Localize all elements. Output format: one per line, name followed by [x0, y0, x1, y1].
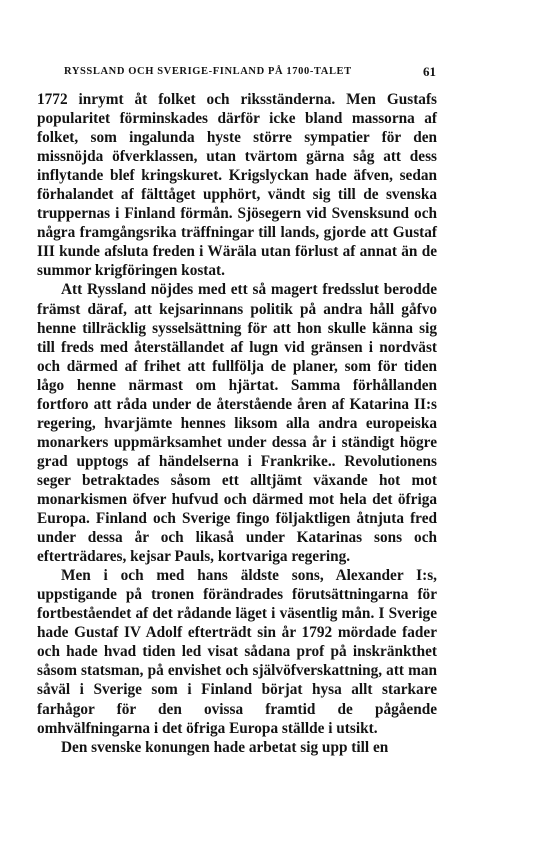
- body-text: [37, 90, 437, 757]
- paragraph: Men i och med hans äldste sons, Alexander I:s, uppstigande på tronen förändrades förutsättningarna för fortbeståendet af det rådande läget i väsentlig mån. I Sverige hade Gustaf IV Adolf efterträdt sin år 1792 mördade fader och hade hvad tiden led visat sådana prof på inskränkthet såsom statsman, på envishet och självöfverskattning, att man såväl i Sverige som i Finland börjat hysa allt starkare farhågor för den ovissa framtid de pågående omhvälfningarna i det öfriga Europa ställde i utsikt.: [37, 567, 437, 737]
- page-number: 61: [423, 64, 436, 79]
- running-title: RYSSLAND OCH SVERIGE-FINLAND PÅ 1700-TALET: [64, 66, 352, 77]
- paragraph: Den svenske konungen hade arbetat sig upp till en: [61, 738, 389, 756]
- page-header: [64, 64, 436, 82]
- paragraph: Att Ryssland nöjdes med ett så magert fredsslut berodde främst däraf, att kejsarinnans politik på andra håll gåfvo henne tillräcklig sysselsättning för att hon skulle känna sig till freds med återställandet af lugn vid gränsen i nordväst och därmed af frihet att fullfölja de planer, som för tiden lågo henne närmast om hjärtat. Samma förhållanden fortforo att råda under de återstående åren af Katarina II:s regering, hvarjämte hennes liksom alla andra europeiska monarkers uppmärksamhet under dessa år i ständigt högre grad upptogs af händelserna i Frankrike.. Revolutionens seger betraktades såsom ett alltjämt växande hot mot monarkismen öfver hufvud och därmed mot hela det öfriga Europa. Finland och Sverige fingo följaktligen åtnjuta fred under dessa år och likaså under Katarinas sons och efterträdares, kejsar Pauls, kortvariga regering.: [37, 281, 437, 566]
- paragraph-continuation: 1772 inrymt åt folket och riksständerna. Men Gustafs popularitet förminskades därför icke bland massorna af folket, som ingalunda hyste större sympatier för den missnöjda öfverklassen, utan tvärtom gärna såg att dess inflytande blef kringskuret. Krigslyckan hade äfven, sedan förhalandet af fälttåget upphört, vändt sig till de svenska truppernas i Finland förmån. Sjösegern vid Svensksund och några framgångsrika träffningar till lands, gjorde att Gustaf III kunde afsluta freden i Wäräla utan förlust af annat än de summor krigföringen kostat.: [37, 91, 437, 280]
